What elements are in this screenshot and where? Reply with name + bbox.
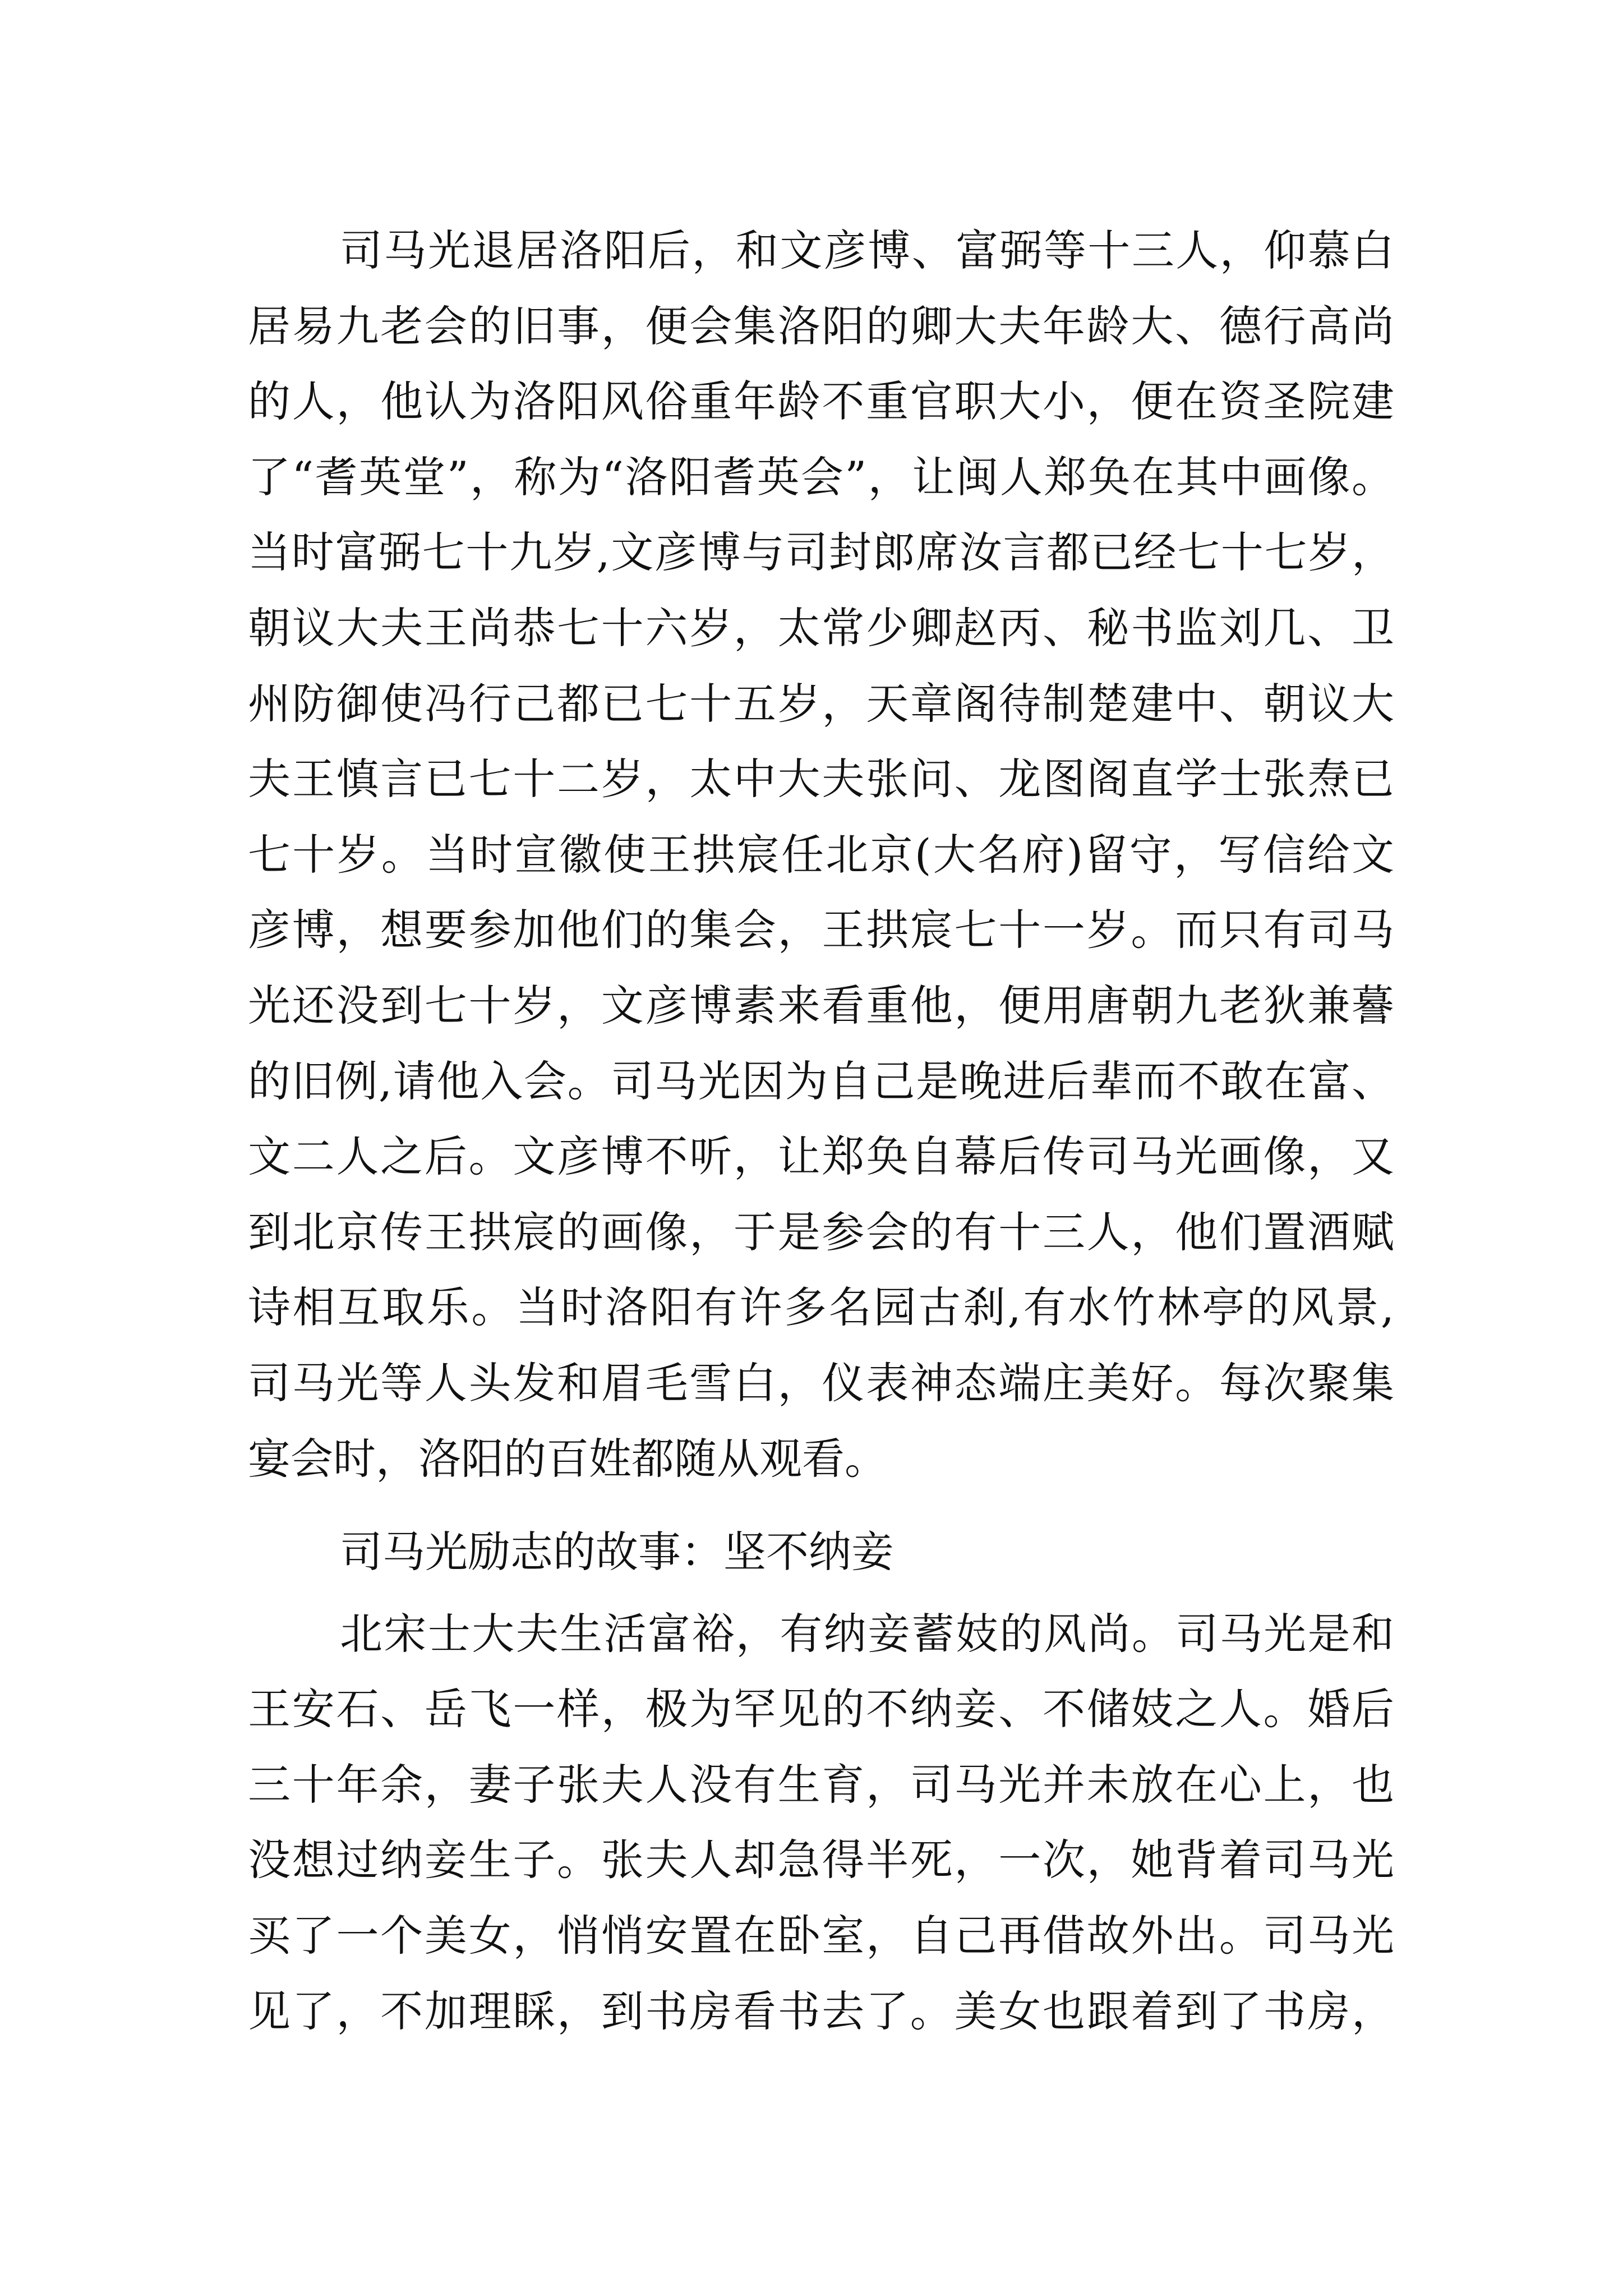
section-heading — [248, 1515, 1394, 1590]
text-line: 朝议大夫王尚恭七十六岁，太常少卿赵丙、秘书监刘几、卫 — [248, 602, 1394, 653]
text-line: 州防御使冯行己都已七十五岁，天章阁待制楚建中、朝议大 — [248, 678, 1394, 729]
text-line: 居易九老会的旧事，便会集洛阳的卿大夫年龄大、德行高尚 — [248, 301, 1394, 351]
text-line: 司马光退居洛阳后，和文彦博、富弼等十三人，仰慕白 — [340, 226, 1394, 275]
section-heading-text: 司马光励志的故事：坚不纳妾 — [340, 1527, 894, 1577]
text-line: 诗相互取乐。当时洛阳有许多名园古刹,有水竹林亭的风景, — [248, 1282, 1394, 1333]
text-line: 宴会时，洛阳的百姓都随从观看。 — [248, 1433, 887, 1484]
text-line: 的旧例,请他入会。司马光因为自己是晚进后辈而不敢在富、 — [248, 1056, 1394, 1106]
text-line: 七十岁。当时宣徽使王拱宸任北京(大名府)留守，写信给文 — [248, 829, 1394, 880]
text-line: 北宋士大夫生活富裕，有纳妾蓄妓的风尚。司马光是和 — [340, 1608, 1394, 1659]
text-line: 没想过纳妾生子。张夫人却急得半死，一次，她背着司马光 — [248, 1835, 1394, 1885]
text-line: 三十年余，妻子张夫人没有生育，司马光并未放在心上，也 — [248, 1759, 1394, 1810]
text-line: 当时富弼七十九岁,文彦博与司封郎席汝言都已经七十七岁， — [248, 527, 1394, 578]
text-line: 见了，不加理睬，到书房看书去了。美女也跟着到了书房， — [248, 1986, 1394, 2036]
text-line: 的人，他认为洛阳风俗重年龄不重官职大小，便在资圣院建 — [248, 376, 1394, 427]
document-body — [248, 213, 1394, 2049]
text-line: 夫王慎言已七十二岁，太中大夫张问、龙图阁直学士张焘已 — [248, 754, 1394, 804]
text-line: 司马光等人头发和眉毛雪白，仪表神态端庄美好。每次聚集 — [248, 1358, 1394, 1408]
text-line: 光还没到七十岁，文彦博素来看重他，便用唐朝九老狄兼謩 — [248, 980, 1394, 1030]
text-line: 买了一个美女，悄悄安置在卧室，自己再借故外出。司马光 — [248, 1911, 1394, 1961]
paragraph-no-concubine — [248, 1596, 1394, 2050]
text-line: 了“耆英堂”，称为“洛阳耆英会”，让闽人郑奂在其中画像。 — [248, 452, 1394, 502]
text-line: 文二人之后。文彦博不听，让郑奂自幕后传司马光画像，又 — [248, 1131, 1394, 1182]
paragraph-retirement-in-luoyang — [248, 213, 1394, 1497]
text-line: 到北京传王拱宸的画像，于是参会的有十三人，他们置酒赋 — [248, 1207, 1394, 1257]
text-line: 彦博，想要参加他们的集会，王拱宸七十一岁。而只有司马 — [248, 905, 1394, 955]
text-line: 王安石、岳飞一样，极为罕见的不纳妾、不储妓之人。婚后 — [248, 1684, 1394, 1734]
